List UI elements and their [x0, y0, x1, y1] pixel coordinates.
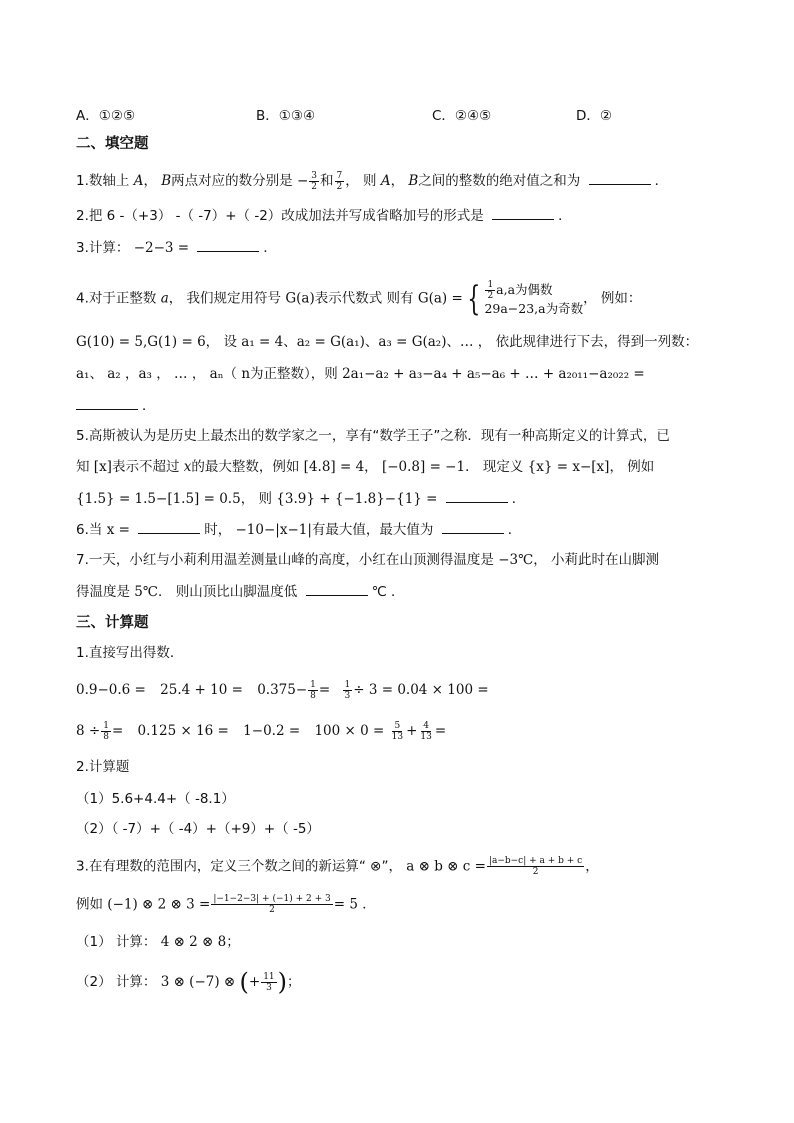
q1-point-a-2: A	[380, 173, 391, 189]
q5-expression: {3.9} + {−1.8}−{1} =	[276, 491, 438, 507]
calc-3-example-fraction	[211, 894, 332, 915]
frac-den: 3	[266, 982, 272, 993]
q1-sep-2: ，	[390, 173, 405, 189]
calc-3-example-label: 例如	[76, 896, 103, 913]
calc-1-item-1: 0.9−0.6 =	[76, 682, 146, 698]
frac-num: 1	[310, 680, 316, 690]
option-b: B．①③④	[256, 108, 316, 124]
calc-3-item-2-end: ；	[287, 974, 301, 990]
q1-fraction-2	[335, 171, 345, 192]
calc-1-item-6: 0.125 × 16 =	[137, 723, 229, 739]
q4-text-5: 依此规律进行下去，得到一列数：	[491, 334, 699, 350]
q2-text: 2.把 6 -（+3） -（ -7）+（ -2）改成加法并写成省略加号的形式是	[76, 208, 484, 224]
q4-text-2: ， 我们规定用符号	[168, 290, 282, 307]
frac-num: 1	[103, 721, 109, 731]
question-5-line-3	[76, 488, 734, 509]
q7-temp-top: −3℃	[498, 552, 534, 568]
q5-text-2: 表示不超过	[111, 459, 180, 475]
q1-text-3: ， 则	[345, 173, 377, 189]
q1-den-2: 2	[336, 181, 343, 192]
question-5-line-2	[76, 457, 734, 477]
q6-x: x =	[106, 522, 130, 538]
frac-den: 13	[391, 732, 404, 742]
question-4-line-1	[76, 280, 734, 317]
q5-text-5: ， 例如	[609, 459, 655, 475]
question-3	[76, 237, 734, 258]
calc-3-line-1	[76, 856, 734, 877]
q1-point-a: A	[133, 173, 144, 189]
q3-text: 3.计算：	[76, 240, 130, 256]
q4-half-den: 2	[487, 291, 494, 301]
q4-brace: {	[467, 278, 481, 319]
frac-den: 8	[310, 691, 316, 701]
q4-answer-blank[interactable]	[76, 395, 138, 410]
question-2	[76, 205, 734, 226]
calc-3-item-1	[76, 932, 734, 952]
q5-definition: {x} = x−[x]	[527, 459, 610, 475]
q4-g-def: G(a) =	[417, 290, 463, 307]
calc-3-item-2	[76, 968, 734, 996]
q5-sep: ，	[364, 459, 378, 475]
q5-floor-x: [x]	[93, 459, 112, 475]
frac-num: 11	[263, 971, 275, 982]
option-d: D．②	[576, 108, 612, 124]
q4-g-of-a: G(a)	[285, 290, 315, 307]
calc-3-right-paren: )	[277, 968, 288, 996]
q5-answer-blank[interactable]	[446, 488, 508, 503]
question-4-line-4	[76, 395, 734, 416]
calc-1-item-9-fraction-b	[418, 721, 433, 742]
q4-half	[485, 280, 495, 301]
calc-1-row-1	[76, 680, 734, 701]
calc-3-end: ．	[362, 896, 376, 913]
calc-1-item-3-eq: =	[318, 682, 331, 698]
calc-3-item-2-expr: 3 ⊗ (−7) ⊗	[160, 974, 236, 990]
q4-text: 4.对于正整数	[76, 290, 157, 307]
q4-end: ．	[142, 398, 156, 414]
q1-text-4: 之间的整数的绝对值之和为	[418, 173, 581, 189]
q1-text-2: 两点对应的数分别是 −	[171, 173, 309, 189]
q5-text-3: 的最大整数，例如	[191, 459, 300, 475]
q1-num-2: 7	[336, 170, 343, 181]
q7-text-2: ， 小莉此时在山脚测	[533, 552, 659, 568]
calc-1-item-5-fraction	[101, 721, 111, 742]
calc-1-item-4: ÷ 3 = 0.04 × 100 =	[353, 682, 489, 698]
q7-temp-bottom: 5℃	[134, 584, 158, 600]
q2-end: ．	[558, 208, 572, 224]
question-6	[76, 519, 734, 540]
frac-num: 4	[423, 721, 429, 731]
option-a: A．①②⑤	[76, 108, 136, 124]
q1-and: 和	[320, 173, 334, 189]
calc-1-item-7: 1−0.2 =	[243, 723, 301, 739]
q4-an: aₙ（ n为正整数）	[209, 366, 311, 382]
q6-text: 6.当	[76, 522, 103, 538]
calc-1-item-2: 25.4 + 10 =	[160, 682, 243, 698]
q3-answer-blank[interactable]	[197, 237, 259, 252]
calc-3-line-2	[76, 894, 734, 915]
calc-3-example-result: = 5	[333, 896, 358, 913]
frac-num: 5	[394, 721, 401, 731]
calc-3-text: 3.在有理数的范围内，定义三个数之间的新运算“ ⊗”，	[76, 858, 402, 875]
q4-case-1	[484, 280, 583, 301]
q5-text: 知	[76, 459, 90, 475]
q4-sequence: a₁、 a₂ ，a₃ ， … ，	[76, 366, 206, 382]
calc-3-item-1-end: ；	[226, 934, 240, 950]
calc-3-operation: a ⊗ b ⊗ c =	[406, 858, 486, 875]
frac-den: 13	[420, 732, 432, 742]
q3-end: ．	[263, 240, 277, 256]
option-c: C．②④⑤	[432, 108, 492, 124]
q7-text-3: 得温度是	[76, 584, 130, 600]
calc-1-item-3-fraction	[308, 680, 318, 701]
q3-expression: −2−3 =	[133, 240, 190, 256]
frac-num: |−1−2−3| + (−1) + 2 + 3	[213, 894, 331, 904]
q1-text: 1.数轴上	[76, 173, 130, 189]
frac-den: 2	[532, 867, 539, 877]
calc-3-item-1-label: （1） 计算：	[76, 934, 157, 950]
question-1	[76, 170, 734, 192]
q4-text-6: ，则	[310, 366, 338, 382]
calc-2-item-1: （1）5.6+4.4+（ -8.1）	[76, 791, 235, 807]
q5-example-3: {1.5} = 1.5−[1.5] = 0.5	[76, 491, 241, 507]
q6-text-2: 时，	[204, 522, 232, 538]
q6-expression: −10−|x−1|	[235, 522, 312, 538]
question-7-line-2	[76, 581, 734, 602]
question-5-line-1: 5.高斯被认为是历史上最杰出的数学家之一，享有“数学王子”之称．现有一种高斯定义的计算式，已	[76, 428, 670, 444]
question-4-line-2	[76, 332, 734, 352]
calc-3-example: (−1) ⊗ 2 ⊗ 3 =	[107, 896, 211, 913]
q7-unit: ℃ ．	[371, 584, 405, 600]
calc-1-row-2	[76, 721, 734, 742]
q7-text-4: ． 则山顶比山脚温度低	[158, 584, 298, 600]
q4-example: G(10) = 5,G(1) = 6	[76, 334, 206, 350]
q1-point-b-2: B	[408, 173, 419, 189]
q5-text-4: ． 现定义	[465, 459, 524, 475]
question-7-line-1	[76, 550, 734, 570]
q2-answer-blank[interactable]	[492, 205, 554, 220]
calc-3-item-2-fraction	[261, 972, 276, 993]
q4-example-label: ， 例如：	[583, 290, 642, 307]
q7-text: 7.一天，小红与小莉利用温差测量山峰的高度，小红在山顶测得温度是	[76, 552, 494, 568]
q6-answer-blank-1[interactable]	[138, 519, 200, 534]
question-4-line-3	[76, 364, 734, 384]
q4-case-2: 29a−23,a为奇数	[484, 301, 584, 316]
q1-den-1: 2	[311, 181, 317, 192]
calc-1-item-8: 100 × 0 =	[314, 723, 385, 739]
q1-answer-blank[interactable]	[589, 170, 651, 185]
q5-example-1: [4.8] = 4	[303, 459, 365, 475]
calc-1-item-3: 0.375−	[257, 682, 308, 698]
q6-end: ．	[507, 522, 522, 538]
calc-3-left-paren: (	[239, 968, 249, 996]
q4-case-1-text: a,a为偶数	[496, 282, 553, 297]
calc-2-item-2: （2）（ -7）+（ -4）+（+9）+（ -5）	[76, 821, 320, 837]
calc-1-item-9-fraction-a	[390, 721, 405, 742]
q7-answer-blank[interactable]	[306, 581, 368, 596]
q1-fraction-1	[309, 171, 319, 192]
q5-example-2: [−0.8] = −1	[381, 459, 466, 475]
q4-sequence-def: a₁ = 4、a₂ = G(a₁)、a₃ = G(a₂)、… ，	[241, 334, 492, 350]
frac-den: 2	[269, 905, 275, 915]
calc-3-sep: ，	[585, 858, 599, 875]
calc-1-item-9-eq: =	[434, 723, 447, 739]
calc-2-title: 2.计算题	[76, 759, 130, 775]
q4-cases	[484, 280, 583, 317]
calc-3-plus: +	[248, 974, 261, 990]
calc-3-item-1-expr: 4 ⊗ 2 ⊗ 8	[160, 934, 227, 950]
calc-1-plus: +	[406, 723, 418, 739]
calc-1-item-4-fraction	[343, 680, 353, 701]
q4-text-3: 表示代数式 则有	[314, 290, 414, 307]
q6-text-3: 有最大值，最大值为	[311, 522, 434, 538]
calc-3-definition-fraction	[487, 856, 584, 877]
section-fill-heading: 二、填空题	[76, 136, 149, 152]
q1-end: ．	[654, 173, 669, 189]
q4-sum-expression: 2a₁−a₂ + a₃−a₄ + a₅−a₆ + … + a₂₀₁₁−a₂₀₂₂ =	[342, 366, 645, 382]
calc-1-item-5-eq: =	[111, 723, 124, 739]
q5-var-x: x	[183, 459, 192, 475]
section-calc-heading: 三、计算题	[76, 615, 149, 631]
q1-num-1: 3	[311, 170, 317, 181]
q1-sep: ，	[143, 173, 157, 189]
q6-answer-blank-2[interactable]	[442, 519, 504, 534]
q4-half-num: 1	[487, 280, 494, 290]
frac-num: 1	[344, 680, 351, 690]
frac-den: 8	[103, 732, 109, 742]
calc-1-title: 1.直接写出得数．	[76, 645, 184, 661]
calc-1-item-5: 8 ÷	[76, 723, 101, 739]
frac-den: 3	[344, 691, 351, 701]
calc-3-item-2-label: （2） 计算：	[76, 974, 157, 990]
frac-num: |a−b−c| + a + b + c	[488, 856, 583, 866]
q5-text-6: ， 则	[240, 491, 272, 507]
q5-end: ．	[511, 491, 526, 507]
q4-var-a: a	[160, 290, 169, 307]
q1-point-b: B	[161, 173, 172, 189]
q4-text-4: ， 设	[205, 334, 237, 350]
